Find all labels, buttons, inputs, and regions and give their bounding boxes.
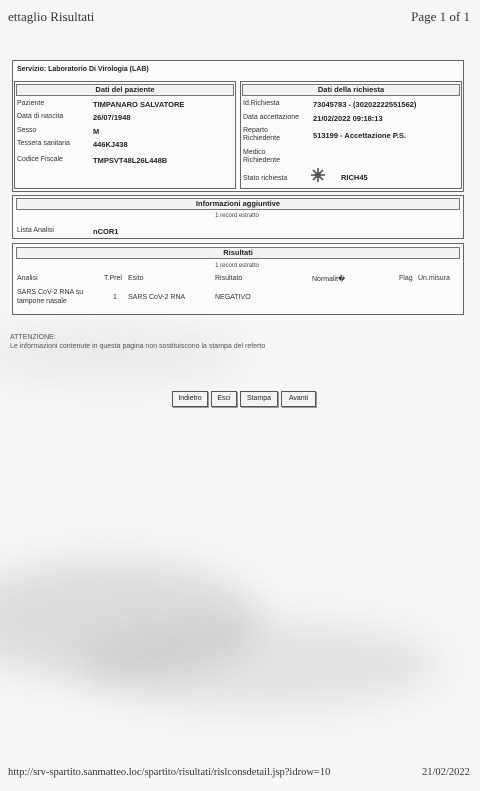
paziente-value: TIMPANARO SALVATORE [93,100,185,109]
indietro-button[interactable]: Indietro [172,391,208,407]
row-esito: SARS CoV-2 RNA [128,294,186,301]
row-risultato: NEGATIVO [215,294,251,301]
tessera-value: 446KJ438 [93,140,128,149]
status-icon [310,167,326,183]
id-richiesta-value: 73045783 - (30202222551562) [313,100,417,109]
info-count: 1 record estratto [215,213,259,219]
lista-analisi-value: nCOR1 [93,227,119,236]
paziente-title: Dati del paziente [16,84,234,96]
col-analisi: Analisi [17,275,38,282]
tessera-label: Tessera sanitaria [17,140,70,147]
row-analisi: SARS CoV-2 RNA su tampone nasale [17,289,84,305]
accettazione-label: Data accettazione [243,114,300,121]
attenzione-title: ATTENZIONE: [10,334,56,341]
risultati-title: Risultati [16,247,460,259]
info-title: Informazioni aggiuntive [16,198,460,210]
page-number: Page 1 of 1 [411,9,470,24]
col-normalita: Normalit� [312,276,346,283]
reparto-value: 513199 - Accettazione P.S. [313,131,406,140]
attenzione-text: Le informazioni contenute in questa pagina non sostituiscono la stampa del referto [10,343,266,350]
col-unita: Un.misura [418,275,450,282]
nascita-label: Data di nascita [17,113,64,120]
stato-value: RICH45 [341,173,368,182]
paziente-label: Paziente [17,100,45,107]
col-esito: Esito [128,275,144,282]
col-flag: Flag [399,275,413,282]
servizio-label: Servizio: Laboratorio Di Virologia (LAB) [17,66,149,73]
codice-fiscale-value: TMPSVT48L26L448B [93,156,168,165]
scan-smudge [80,620,440,710]
medico-label: Medico Richiedente [243,149,280,164]
paziente-panel [14,81,236,189]
accettazione-value: 21/02/2022 09:18:13 [313,114,383,123]
col-risultato: Risultato [215,275,243,282]
id-richiesta-label: Id.Richiesta [243,100,280,107]
lista-analisi-label: Lista Analisi [17,227,54,234]
footer-url: http://srv-spartito.sanmatteo.loc/spartito/risultati/rislconsdetail.jsp?idrow=10 [8,767,331,778]
stato-label: Stato richiesta [243,175,288,182]
stampa-button[interactable]: Stampa [240,391,278,407]
codice-fiscale-label: Codice Fiscale [17,156,63,163]
avanti-button[interactable]: Avanti [281,391,316,407]
page-title: ettaglio Risultati [8,9,95,24]
risultati-count: 1 record estratto [215,263,259,269]
sesso-label: Sesso [17,127,37,134]
reparto-label: Reparto Richiedente [243,127,280,142]
sesso-value: M [93,127,100,136]
footer-date: 21/02/2022 [422,767,470,778]
nascita-value: 26/07/1948 [93,113,131,122]
esci-button[interactable]: Esci [211,391,237,407]
col-tprel: T.Prel [104,275,122,282]
row-tprel: 1 [113,294,117,301]
richiesta-title: Dati della richiesta [242,84,460,96]
